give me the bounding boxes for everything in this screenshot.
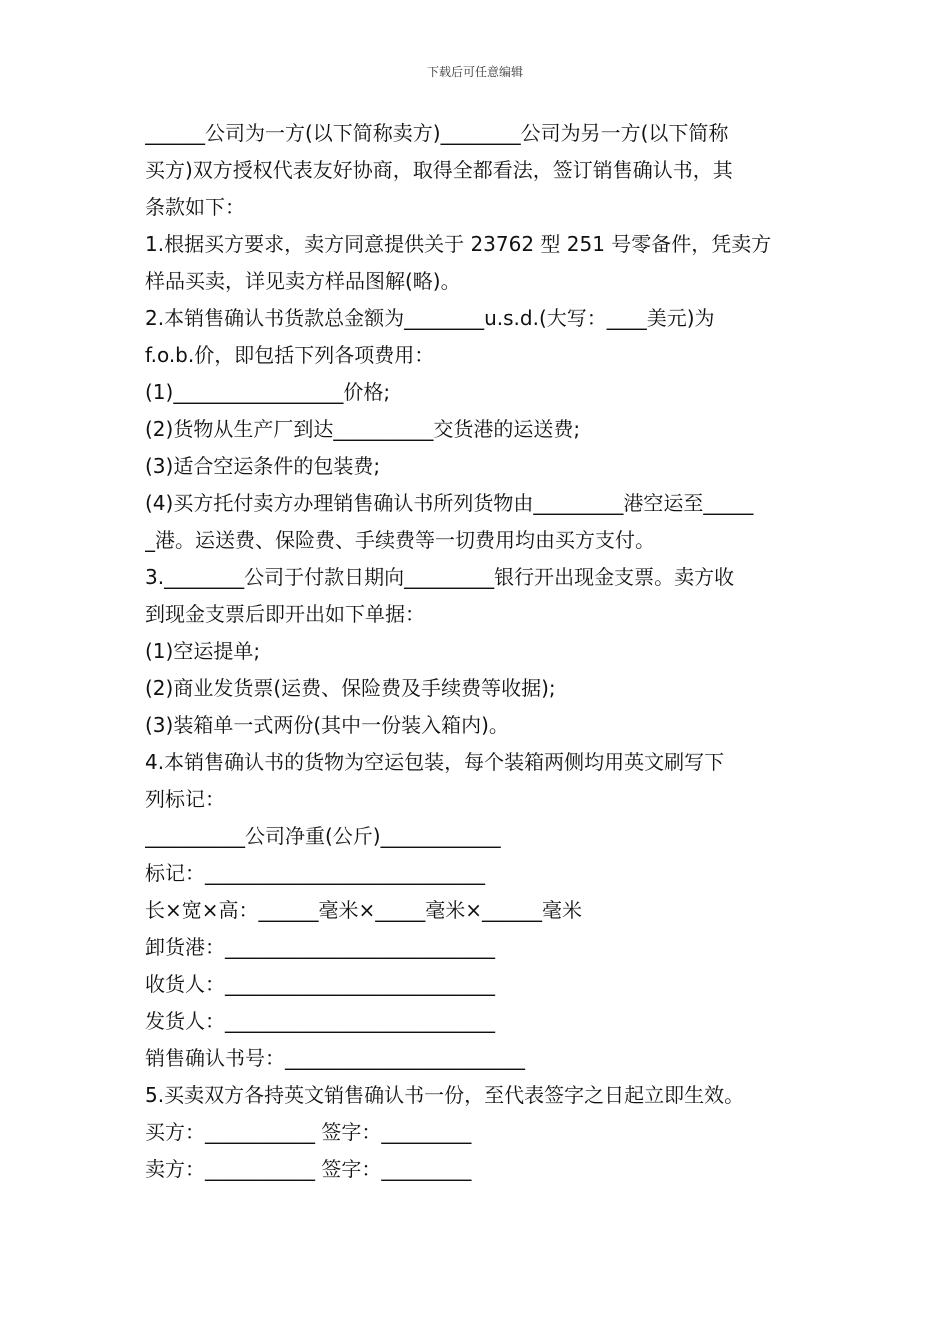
document-line: 样品买卖，详见卖方样品图解(略)。 [145, 269, 461, 293]
document-line: 列标记： [145, 787, 225, 811]
document-line: 销售确认书号：________________________ [145, 1046, 525, 1070]
document-line: 条款如下： [145, 195, 245, 219]
document-line: 卖方：___________ 签字：_________ [145, 1157, 472, 1181]
document-line: 1.根据买方要求，卖方同意提供关于 23762 型 251 号零备件，凭卖方 [145, 232, 772, 256]
document-line: ______公司为一方(以下简称卖方)________公司为另一方(以下简称 [145, 121, 729, 145]
document-line: (3)装箱单一式两份(其中一份装入箱内)。 [145, 713, 509, 737]
document-line: (4)买方托付卖方办理销售确认书所列货物由_________港空运至_____ [145, 491, 754, 515]
document-line: 收货人：___________________________ [145, 972, 495, 996]
page-header-watermark: 下载后可任意编辑 [426, 65, 523, 79]
document-line: 4.本销售确认书的货物为空运包装，每个装箱两侧均用英文刷写下 [145, 750, 725, 774]
document-line: f.o.b.价，即包括下列各项费用： [145, 343, 435, 367]
document-line: 到现金支票后即开出如下单据： [145, 602, 425, 626]
document-line: 买方)双方授权代表友好协商，取得全都看法，签订销售确认书，其 [145, 158, 733, 182]
document-line: (3)适合空运条件的包装费; [145, 454, 381, 478]
document-line: 2.本销售确认书货款总金额为________u.s.d.(大写：____美元)为 [145, 306, 715, 330]
document-line: 发货人：___________________________ [145, 1009, 495, 1033]
document-line: (1)_________________价格; [145, 380, 391, 404]
document-line: (2)货物从生产厂到达__________交货港的运送费; [145, 417, 581, 441]
document-line: 3.________公司于付款日期向_________银行开出现金支票。卖方收 [145, 565, 735, 589]
document-line: (1)空运提单; [145, 639, 261, 663]
document-body [145, 115, 809, 1188]
document-line: _港。运送费、保险费、手续费等一切费用均由买方支付。 [145, 528, 655, 552]
document-line: __________公司净重(公斤)____________ [145, 824, 501, 848]
document-line: 5.买卖双方各持英文销售确认书一份，至代表签字之日起立即生效。 [145, 1083, 745, 1107]
document-line: 标记：____________________________ [145, 861, 485, 885]
document-line: 卸货港：___________________________ [145, 935, 495, 959]
document-line: 长×宽×高：______毫米×_____毫米×______毫米 [145, 898, 583, 922]
document-line: (2)商业发货票(运费、保险费及手续费等收据); [145, 676, 556, 700]
document-line: 买方：___________ 签字：_________ [145, 1120, 472, 1144]
